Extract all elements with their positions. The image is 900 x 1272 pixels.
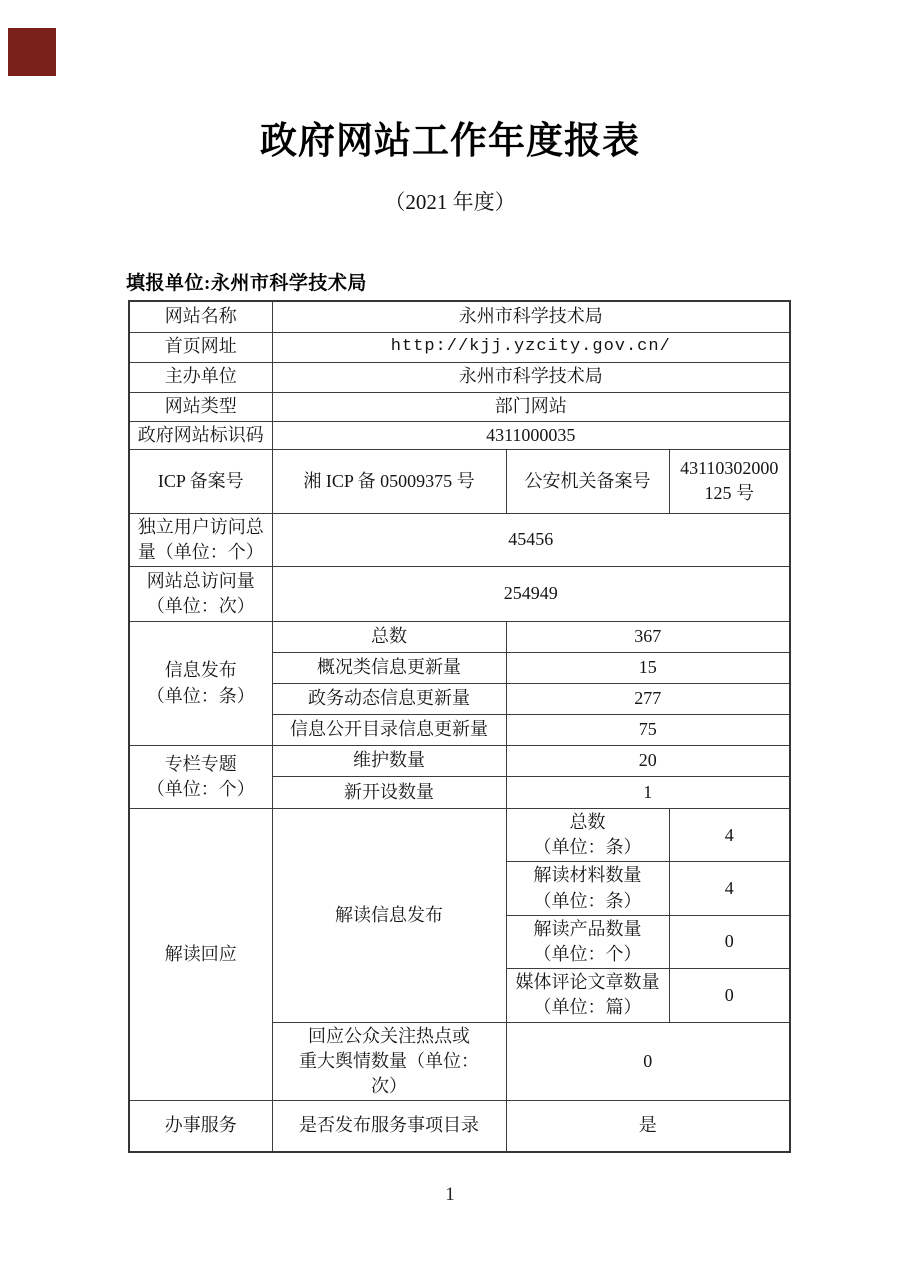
unique-visitors-label-line1: 独立用户访问总 — [137, 516, 264, 537]
columns-topics-label-line1: 专栏专题 — [164, 753, 237, 774]
table-row — [129, 809, 790, 862]
public-response-label — [272, 1022, 506, 1101]
police-record-value — [669, 449, 790, 513]
info-total-value: 367 — [506, 622, 790, 653]
interp-total-value: 4 — [669, 809, 790, 862]
total-visits-label-line1: 网站总访问量 — [146, 570, 255, 591]
site-name-value: 永州市科学技术局 — [272, 301, 790, 332]
info-directory-value: 75 — [506, 715, 790, 746]
page-number: 1 — [445, 1184, 455, 1205]
table-row — [129, 1101, 790, 1152]
maintained-count-label: 维护数量 — [272, 746, 506, 777]
table-row — [129, 746, 790, 777]
corner-red-square-artifact — [8, 28, 56, 76]
site-code-value: 4311000035 — [272, 421, 790, 449]
interpretation-publish-label: 解读信息发布 — [272, 809, 506, 1023]
service-directory-value: 是 — [506, 1101, 790, 1152]
site-type-label: 网站类型 — [129, 392, 272, 421]
info-publish-label — [129, 622, 272, 746]
table-row — [129, 567, 790, 622]
annual-report-table — [128, 300, 791, 1153]
info-gov-news-value: 277 — [506, 684, 790, 715]
police-record-value-line2: 125 号 — [704, 483, 755, 504]
columns-topics-label-line2: （单位：个） — [146, 779, 255, 800]
media-comment-label-line1: 媒体评论文章数量 — [515, 972, 660, 993]
maintained-count-value: 20 — [506, 746, 790, 777]
info-directory-label: 信息公开目录信息更新量 — [272, 715, 506, 746]
table-row — [129, 421, 790, 449]
total-visits-value: 254949 — [272, 567, 790, 622]
info-gov-news-label: 政务动态信息更新量 — [272, 684, 506, 715]
table-row — [129, 362, 790, 392]
media-comment-label-line2: （单位：篇） — [533, 997, 642, 1018]
interp-material-label — [506, 862, 669, 915]
site-name-label: 网站名称 — [129, 301, 272, 332]
interp-product-value: 0 — [669, 915, 790, 968]
media-comment-value: 0 — [669, 969, 790, 1022]
interp-product-label — [506, 915, 669, 968]
info-publish-label-line2: （单位：条） — [146, 685, 255, 706]
police-record-label: 公安机关备案号 — [506, 449, 669, 513]
reporting-unit-line: 填报单位:永州市科学技术局 — [126, 273, 367, 294]
public-response-label-line2: 重大舆情数量（单位： — [299, 1050, 479, 1071]
interpretation-label: 解读回应 — [129, 809, 272, 1101]
table-row — [129, 449, 790, 513]
police-record-value-line1: 43110302000 — [680, 458, 779, 478]
total-visits-label-line2: （单位：次） — [146, 596, 255, 617]
interp-total-label — [506, 809, 669, 862]
table-row — [129, 301, 790, 332]
table-row — [129, 332, 790, 362]
homepage-label: 首页网址 — [129, 332, 272, 362]
columns-topics-label — [129, 746, 272, 809]
media-comment-label — [506, 969, 669, 1022]
icp-value: 湘 ICP 备 05009375 号 — [272, 449, 506, 513]
service-directory-label: 是否发布服务事项目录 — [272, 1101, 506, 1152]
info-overview-value: 15 — [506, 653, 790, 684]
new-count-label: 新开设数量 — [272, 777, 506, 809]
page-subtitle: （2021 年度） — [384, 190, 516, 214]
table-row — [129, 622, 790, 653]
interp-material-label-line2: （单位：条） — [533, 890, 642, 911]
interp-total-label-line2: （单位：条） — [533, 837, 642, 858]
unique-visitors-label — [129, 513, 272, 566]
icp-label: ICP 备案号 — [129, 449, 272, 513]
new-count-value: 1 — [506, 777, 790, 809]
service-label: 办事服务 — [129, 1101, 272, 1152]
table-row — [129, 392, 790, 421]
info-overview-label: 概况类信息更新量 — [272, 653, 506, 684]
interp-material-value: 4 — [669, 862, 790, 915]
total-visits-label — [129, 567, 272, 622]
info-total-label: 总数 — [272, 622, 506, 653]
interp-product-label-line1: 解读产品数量 — [533, 918, 642, 939]
sponsor-value: 永州市科学技术局 — [272, 362, 790, 392]
sponsor-label: 主办单位 — [129, 362, 272, 392]
info-publish-label-line1: 信息发布 — [164, 660, 237, 681]
interp-total-label-line1: 总数 — [569, 812, 606, 833]
public-response-label-line1: 回应公众关注热点或 — [308, 1025, 470, 1046]
interp-product-label-line2: （单位：个） — [533, 944, 642, 964]
site-type-value: 部门网站 — [272, 392, 790, 421]
table-row — [129, 513, 790, 566]
page-title: 政府网站工作年度报表 — [260, 120, 640, 161]
public-response-label-line3: 次） — [371, 1075, 407, 1096]
homepage-url: http://kjj.yzcity.gov.cn/ — [272, 332, 790, 362]
unique-visitors-value: 45456 — [272, 513, 790, 566]
unique-visitors-label-line2: 量（单位：个） — [137, 541, 264, 562]
interp-material-label-line1: 解读材料数量 — [533, 865, 642, 886]
public-response-value: 0 — [506, 1022, 790, 1101]
site-code-label: 政府网站标识码 — [129, 421, 272, 449]
